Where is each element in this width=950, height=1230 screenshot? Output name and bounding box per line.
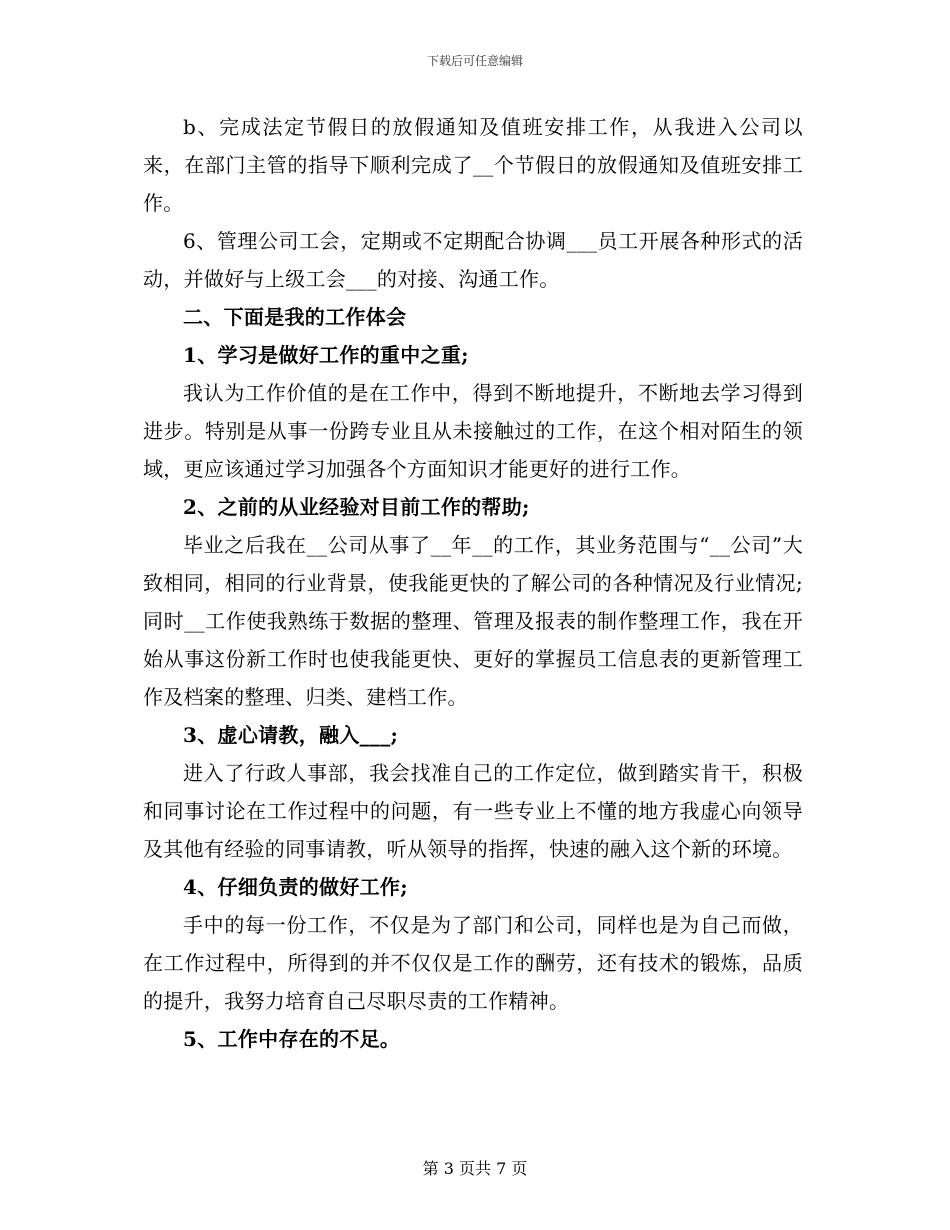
paragraph-holiday-notice: b、完成法定节假日的放假通知及值班安排工作，从我进入公司以来，在部门主管的指导下顺利完成了__个节假日的放假通知及值班安排工作。	[143, 115, 803, 215]
paragraph-humble-learning: 进入了行政人事部，我会找准自己的工作定位，做到踏实肯干，积极和同事讨论在工作过程中的问题，有一些专业上不懂的地方我虚心向领导及其他有经验的同事请教，听从领导的指挥，快速的融入这个新的环境。	[143, 761, 803, 861]
subheading-prior-experience: 2、之前的从业经验对目前工作的帮助;	[183, 495, 530, 519]
paragraph-careful-work: 手中的每一份工作，不仅是为了部门和公司，同样也是为自己而做，在工作过程中，所得到的并不仅仅是工作的酬劳，还有技术的锻炼，品质的提升，我努力培育自己尽职尽责的工作精神。	[143, 913, 803, 1013]
paragraph-learning: 我认为工作价值的是在工作中，得到不断地提升，不断地去学习得到进步。特别是从事一份跨专业且从未接触过的工作，在这个相对陌生的领域，更应该通过学习加强各个方面知识才能更好的进行工作。	[143, 381, 803, 481]
page-header: 下载后可任意编辑	[426, 54, 523, 68]
paragraph-labor-union: 6、管理公司工会，定期或不定期配合协调___员工开展各种形式的活动，并做好与上级工会___的对接、沟通工作。	[143, 229, 803, 291]
document-body	[143, 108, 803, 1058]
paragraph-prior-experience: 毕业之后我在__公司从事了__年__的工作，其业务范围与“__公司”大致相同，相同的行业背景，使我能更快的了解公司的各种情况及行业情况;同时__工作使我熟练于数据的整理、管理及报表的制作整理工作，我在开始从事这份新工作时也使我能更快、更好的掌握员工信息表的更新管理工作及档案的整理、归类、建档工作。	[143, 533, 803, 709]
subheading-shortcomings: 5、工作中存在的不足。	[183, 1027, 401, 1051]
subheading-humble-learning: 3、虚心请教，融入___;	[183, 723, 399, 747]
section-heading-experience: 二、下面是我的工作体会	[183, 305, 407, 329]
subheading-learning: 1、学习是做好工作的重中之重;	[183, 343, 469, 367]
page-number: 第 3 页共 7 页	[422, 1159, 528, 1178]
subheading-careful-work: 4、仔细负责的做好工作;	[183, 875, 408, 899]
